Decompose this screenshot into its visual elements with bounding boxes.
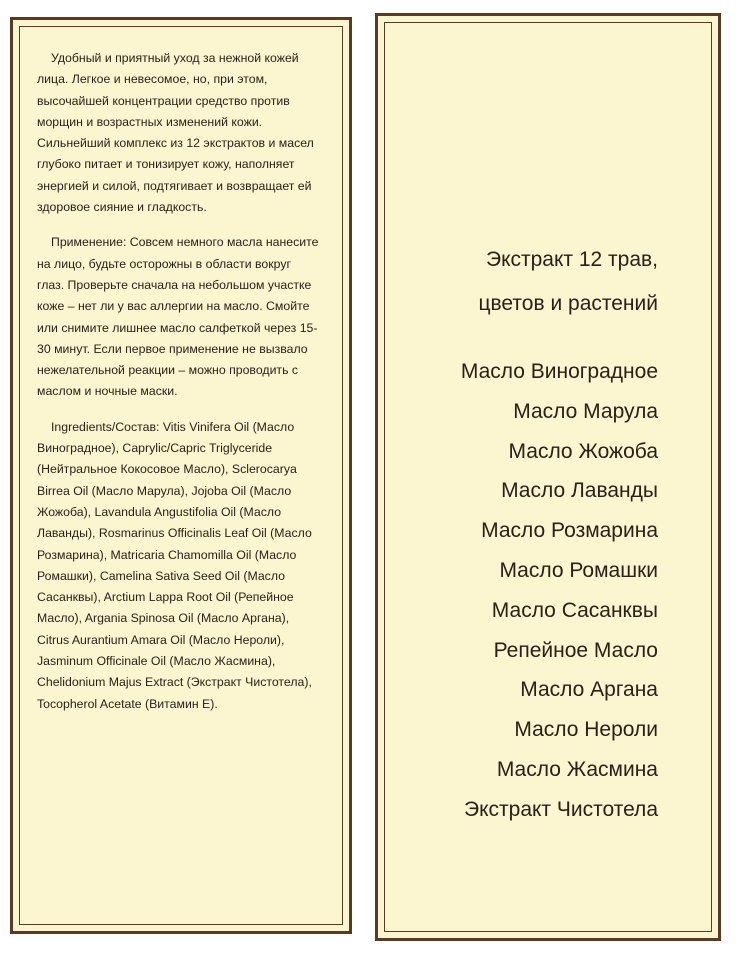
oil-item: Масло Лаванды — [501, 479, 658, 503]
description-panel — [10, 17, 352, 934]
ingredients-paragraph: Ingredients/Состав: Vitis Vinifera Oil (Масло Виноградное), Caprylic/Capric Triglyceride (Нейтральное Кокосовое Масло), Sclerocarya Birrea Oil (Масло Марула), Jojoba Oil (Масло Жожоба), Lavandula Angustifolia Oil (Масло Лаванды), Rosmarinus Officinalis Leaf Oil (Масло Розмарина), Matricaria Chamomilla Oil (Масло Ромашки), Camelina Sativa Seed Oil (Масло Сасанквы), Arctium Lappa Root Oil (Репейное Масло), Argania Spinosa Oil (Масло Аргана), Citrus Aurantium Amara Oil (Масло Нероли), Jasminum Officinale Oil (Масло Жасмина), Chelidonium Majus Extract (Экстракт Чистотела), Tocopherol Acetate (Витамин Е). — [37, 419, 312, 711]
extract-heading-line-2: цветов и растений — [478, 292, 658, 315]
oil-list-text — [461, 238, 658, 830]
oil-item: Масло Ромашки — [499, 558, 658, 582]
oil-item: Масло Марула — [513, 399, 658, 423]
oil-list-panel — [375, 13, 721, 941]
extract-heading-line-1: Экстракт 12 трав, — [485, 248, 658, 271]
oil-item: Масло Нероли — [514, 718, 658, 742]
oil-item: Экстракт Чистотела — [464, 797, 658, 821]
usage-paragraph: Применение: Совсем немного масла нанесите на лицо, будьте осторожны в области вокруг глаз. Проверьте сначала на небольшом участке коже – нет ли у вас аллергии на масло. Смойте или снимите лишнее масло салфеткой через 15-30 минут. Если первое применение не вызвало нежелательной реакции – можно проводить с маслом и ночные маски. — [37, 235, 319, 399]
oil-item: Масло Жожоба — [508, 439, 658, 463]
oil-item: Масло Аргана — [520, 678, 658, 702]
oil-item: Масло Сасанквы — [491, 598, 658, 622]
oil-item: Масло Виноградное — [460, 360, 658, 383]
description-paragraph: Удобный и приятный уход за нежной кожей лица. Легкое и невесомое, но, при этом, высочайшей концентрации средство против морщин и возрастных изменений кожи. Сильнейший комплекс из 12 экстрактов и масел глубоко питает и тонизирует кожу, наполняет энергией и силой, подтягивает и возвращает ей здоровое сияние и гладкость. — [37, 51, 314, 215]
oil-item: Репейное Масло — [493, 638, 658, 662]
oil-list — [461, 352, 658, 830]
oil-item: Масло Розмарина — [481, 519, 658, 543]
oil-item: Масло Жасмина — [496, 757, 658, 781]
description-text — [37, 48, 319, 729]
